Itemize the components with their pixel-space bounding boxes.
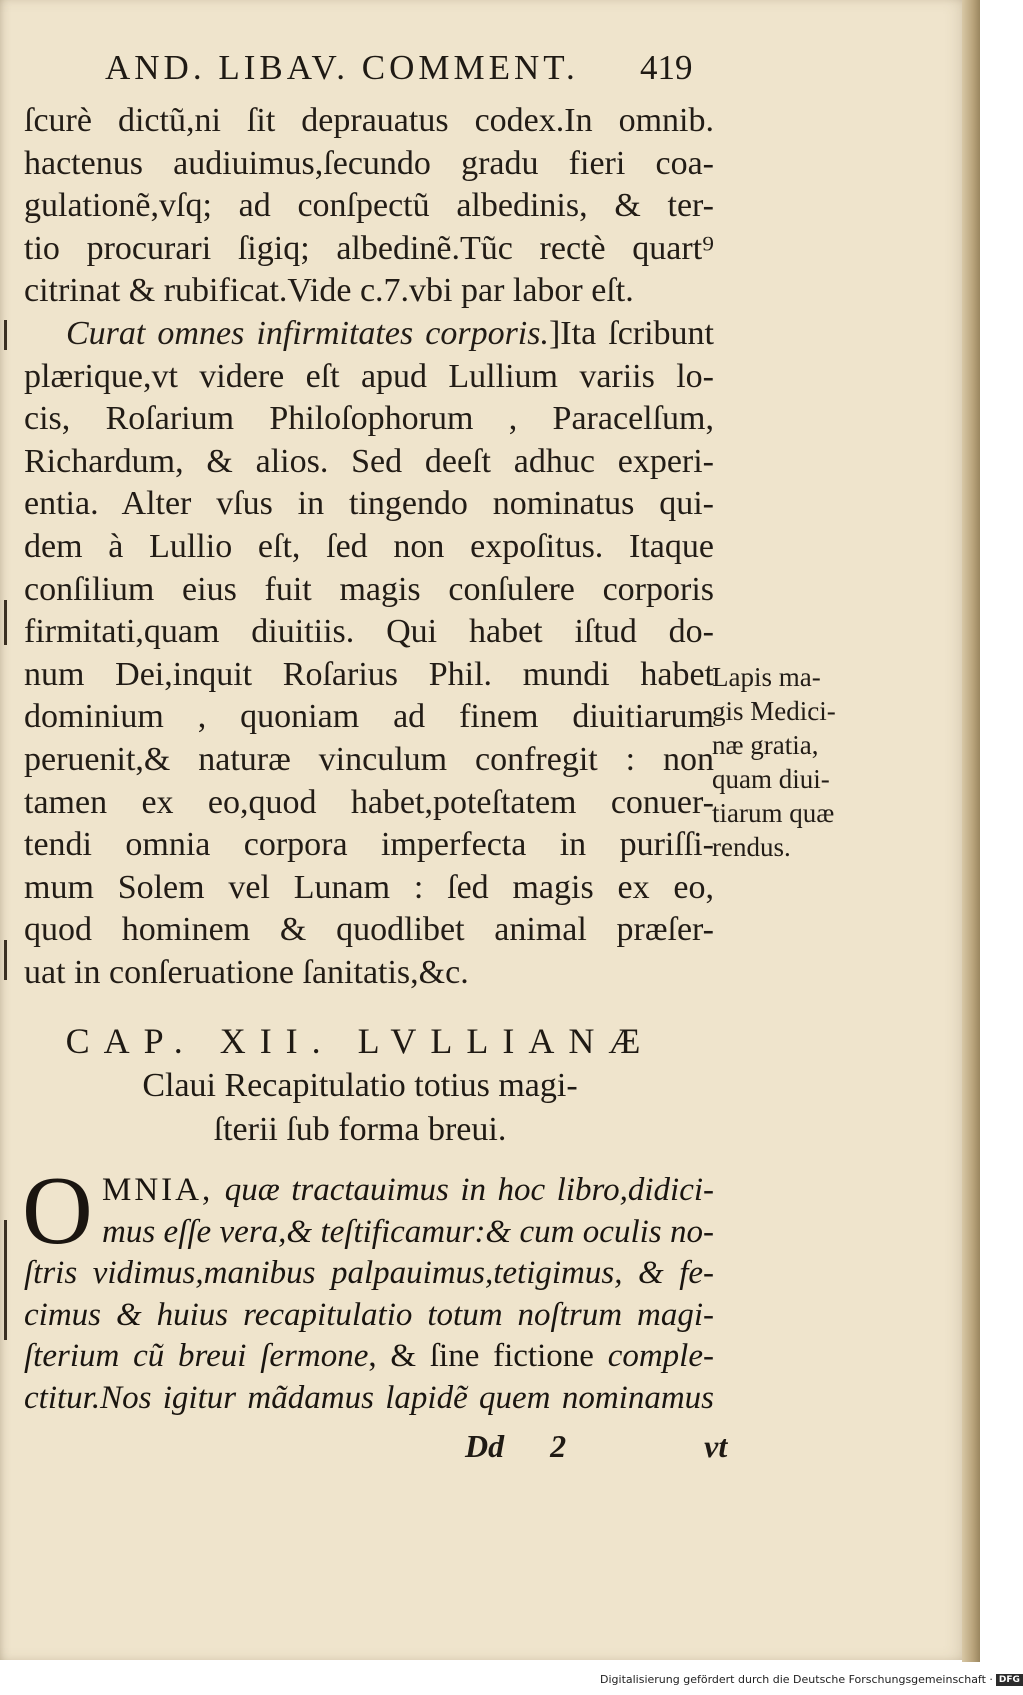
chapter-title-line: ſterii ſub forma breui. <box>213 1111 507 1148</box>
text-line: ctitur.Nos igitur mãdamus lapidẽ quem nominamus <box>24 1379 714 1416</box>
text-line: Richardum, & alios. Sed deeſt adhuc experi- <box>24 442 714 480</box>
lemma-rest: ]Ita ſcribunt <box>548 314 714 352</box>
smallcaps-word: MNIA, <box>102 1172 214 1208</box>
running-head: AND. LIBAV. COMMENT. <box>105 48 579 87</box>
text-line: tendi omnia corpora imperfecta in puriſſi- <box>24 826 714 864</box>
text-line: tio procurari ſigiq; albedinẽ.Tũc rectè quart⁹ <box>24 229 714 267</box>
text-segment: quæ tractauimus in hoc libro,didici- <box>213 1172 714 1208</box>
text-line: dominium , quoniam ad finem diuitiarum <box>24 698 714 736</box>
text-line: cis, Roſarium Philoſophorum , Paracelſum, <box>24 400 714 438</box>
text-line: mus eſſe vera,& teſtificamur:& cum oculis no- <box>102 1213 714 1250</box>
binding-marks <box>4 0 8 1660</box>
marginal-note <box>712 660 872 864</box>
text-line: citrinat & rubificat.Vide c.7.vbi par labor eſt. <box>24 272 634 310</box>
text-line: plærique,vt videre eſt apud Lullium variis lo- <box>24 357 714 395</box>
chapter-heading <box>60 1018 660 1152</box>
marginal-line: gis Medici- <box>712 696 836 726</box>
marginal-line: tiarum quæ <box>712 798 835 828</box>
text-line: hactenus audiuimus,ſecundo gradu fieri coa- <box>24 144 714 182</box>
text-line: ſcurè dictũ,ni ſit deprauatus codex.In omnib. <box>24 102 714 139</box>
text-line: firmitati,quam diuitiis. Qui habet iſtud do- <box>24 613 714 651</box>
text-line: dem à Lullio eſt, ſed non expoſitus. Itaque <box>24 527 714 565</box>
lemma-line <box>24 313 714 356</box>
lemma: Curat omnes infirmitates corporis. <box>66 314 549 352</box>
marginal-line: næ gratia, <box>712 730 819 760</box>
text-line: conſilium eius fuit magis conſulere corporis <box>24 570 714 608</box>
text-segment: ſterium cũ breui ſermone <box>24 1338 369 1374</box>
catchword: vt <box>704 1428 728 1464</box>
signature-mark <box>465 1428 727 1465</box>
text-line: peruenit,& naturæ vinculum confregit : non <box>24 740 714 778</box>
chapter-number: CAP. XII. LVLLIANÆ <box>65 1021 655 1061</box>
text-line: ſtris vidimus,manibus palpauimus,tetigimus, & fe- <box>24 1255 714 1291</box>
text-line: gulationẽ,vſq; ad conſpectũ albedinis, & ter- <box>24 187 714 225</box>
marginal-line: quam diui- <box>712 764 830 794</box>
credit-text: Digitalisierung gefördert durch die Deutsche Forschungsgemeinschaft · <box>600 1673 993 1686</box>
text-line: mum Solem vel Lunam : ſed magis ex eo, <box>24 868 714 906</box>
drop-capital: O <box>22 1157 93 1265</box>
signature-letters: Dd <box>465 1428 505 1464</box>
text-line <box>24 1170 714 1212</box>
page-edge <box>962 0 980 1662</box>
text-segment: comple- <box>607 1338 714 1374</box>
signature-number: 2 <box>550 1428 567 1464</box>
marginal-line: Lapis ma- <box>712 662 821 692</box>
commentary-text <box>24 100 714 994</box>
text-line: cimus & huius recapitulatio totum noſtrum magi- <box>24 1296 714 1333</box>
chapter-text <box>24 1170 714 1419</box>
page-number: 419 <box>640 48 693 87</box>
text-segment: , & ſine fictione <box>368 1338 608 1374</box>
digitization-credit <box>600 1673 1023 1686</box>
text-line: quod hominem & quodlibet animal præſer- <box>24 911 714 949</box>
chapter-title-line: Claui Recapitulatio totius magi- <box>142 1067 578 1104</box>
text-line: tamen ex eo,quod habet,poteſtatem conuer- <box>24 783 714 821</box>
dfg-logo: DFG <box>996 1674 1023 1686</box>
text-line: entia. Alter vſus in tingendo nominatus qui- <box>24 485 714 523</box>
text-line <box>24 1336 714 1378</box>
text-line: num Dei,inquit Roſarius Phil. mundi habet <box>24 655 714 693</box>
text-line: uat in conſeruatione ſanitatis,&c. <box>24 953 469 991</box>
marginal-line: rendus. <box>712 832 791 862</box>
